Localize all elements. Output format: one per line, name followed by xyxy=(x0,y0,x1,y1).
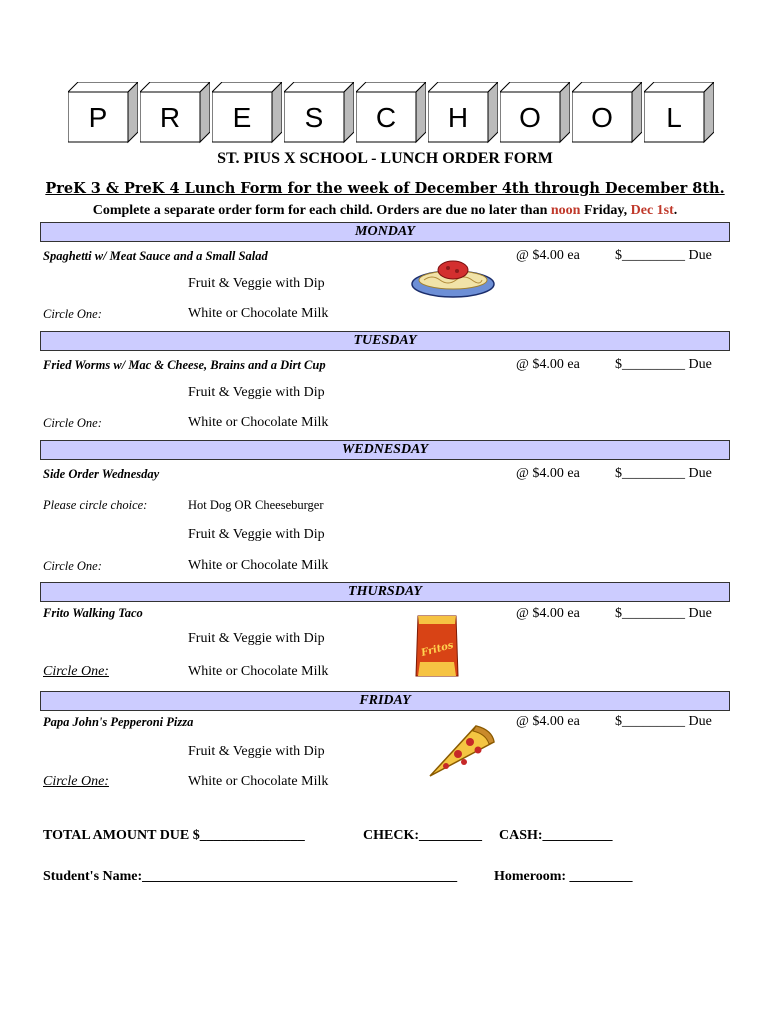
circle-label-tuesday: Circle One: xyxy=(43,416,102,430)
instructions-end: . xyxy=(673,203,678,218)
circle-label-friday: Circle One: xyxy=(43,774,109,789)
circle-label-monday: Circle One: xyxy=(43,307,102,321)
total-amount-due-field[interactable]: TOTAL AMOUNT DUE $_______________ xyxy=(43,828,305,843)
letter-block xyxy=(356,82,426,142)
preschool-letter-blocks xyxy=(68,82,718,152)
instructions-text: Complete a separate order form for each child. Orders are due no later than xyxy=(92,203,551,218)
side-friday: Fruit & Veggie with Dip xyxy=(188,744,325,759)
menu-item-thursday: Frito Walking Taco xyxy=(43,606,143,620)
block-letter: R xyxy=(159,102,181,133)
spaghetti-icon xyxy=(410,256,496,300)
instructions xyxy=(0,203,770,219)
entree-choice-wednesday[interactable]: Hot Dog OR Cheeseburger xyxy=(188,498,324,512)
price-wednesday: @ $4.00 ea xyxy=(516,466,580,481)
milk-choice-friday[interactable]: White or Chocolate Milk xyxy=(188,774,329,789)
deadline-date: Dec 1st xyxy=(630,203,674,218)
amount-due-field-monday[interactable]: $_________ Due xyxy=(615,248,712,263)
menu-item-tuesday: Fried Worms w/ Mac & Cheese, Brains and a Dirt Cup xyxy=(43,358,326,372)
block-letter: O xyxy=(519,102,541,133)
letter-block xyxy=(140,82,210,142)
amount-due-field-wednesday[interactable]: $_________ Due xyxy=(615,466,712,481)
amount-due-field-tuesday[interactable]: $_________ Due xyxy=(615,357,712,372)
form-title: ST. PIUS X SCHOOL - LUNCH ORDER FORM xyxy=(217,150,553,167)
day-header-monday: MONDAY xyxy=(40,222,730,242)
side-tuesday: Fruit & Veggie with Dip xyxy=(188,385,325,400)
milk-choice-thursday[interactable]: White or Chocolate Milk xyxy=(188,664,329,679)
circle-label-wednesday: Circle One: xyxy=(43,559,102,573)
deadline-time: noon xyxy=(550,203,581,218)
pizza-slice-icon xyxy=(426,722,498,780)
cash-field[interactable]: CASH:__________ xyxy=(499,828,613,843)
amount-due-field-friday[interactable]: $_________ Due xyxy=(615,714,712,729)
check-field[interactable]: CHECK:_________ xyxy=(363,828,482,843)
block-letter: C xyxy=(375,102,397,133)
student-name-field[interactable]: Student's Name:_____________________________________________ xyxy=(43,869,458,884)
letter-block xyxy=(572,82,642,142)
letter-block xyxy=(644,82,714,142)
block-letter: O xyxy=(591,102,613,133)
milk-choice-wednesday[interactable]: White or Chocolate Milk xyxy=(188,558,329,573)
letter-block xyxy=(428,82,498,142)
price-friday: @ $4.00 ea xyxy=(516,714,580,729)
letter-block xyxy=(284,82,354,142)
day-header-friday: FRIDAY xyxy=(40,691,730,711)
day-header-wednesday: WEDNESDAY xyxy=(40,440,730,460)
amount-due-field-thursday[interactable]: $_________ Due xyxy=(615,606,712,621)
instructions-text-2: Friday, xyxy=(580,203,631,218)
menu-item-monday: Spaghetti w/ Meat Sauce and a Small Salad xyxy=(43,249,268,263)
day-header-tuesday: TUESDAY xyxy=(40,331,730,351)
block-letter: S xyxy=(304,102,324,133)
fritos-bag-label: Fritos xyxy=(420,639,455,660)
block-letter: L xyxy=(666,102,682,133)
menu-item-wednesday: Side Order Wednesday xyxy=(43,467,160,481)
block-letter: H xyxy=(447,102,469,133)
circle-label-thursday: Circle One: xyxy=(43,664,109,679)
menu-item-friday: Papa John's Pepperoni Pizza xyxy=(43,715,194,729)
side-thursday: Fruit & Veggie with Dip xyxy=(188,631,325,646)
form-subtitle: PreK 3 & PreK 4 Lunch Form for the week of December 4th through December 8th. xyxy=(45,180,725,197)
letter-block xyxy=(500,82,570,142)
letter-block xyxy=(68,82,138,142)
price-tuesday: @ $4.00 ea xyxy=(516,357,580,372)
milk-choice-tuesday[interactable]: White or Chocolate Milk xyxy=(188,415,329,430)
day-header-thursday: THURSDAY xyxy=(40,582,730,602)
milk-choice-monday[interactable]: White or Chocolate Milk xyxy=(188,306,329,321)
letter-block xyxy=(212,82,282,142)
choice-label-wednesday: Please circle choice: xyxy=(43,498,148,512)
fritos-bag-icon xyxy=(414,612,460,680)
side-monday: Fruit & Veggie with Dip xyxy=(188,276,325,291)
side-wednesday: Fruit & Veggie with Dip xyxy=(188,527,325,542)
block-letter: E xyxy=(232,102,252,133)
block-letter: P xyxy=(88,102,108,133)
price-thursday: @ $4.00 ea xyxy=(516,606,580,621)
homeroom-field[interactable]: Homeroom: _________ xyxy=(494,869,633,884)
price-monday: @ $4.00 ea xyxy=(516,248,580,263)
